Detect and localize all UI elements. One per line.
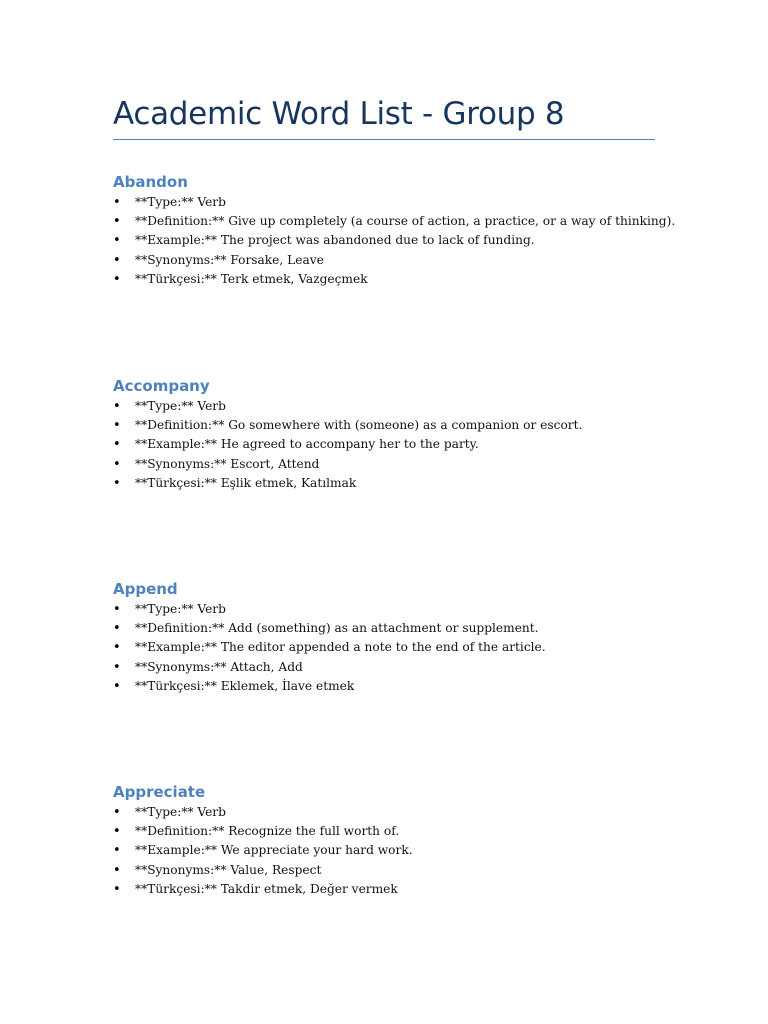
bullet-icon: • <box>113 418 121 434</box>
synonyms-line: **Synonyms:** Forsake, Leave <box>135 252 324 267</box>
turkish-line: **Türkçesi:** Takdir etmek, Değer vermek <box>135 881 398 896</box>
word-details-list <box>113 803 693 899</box>
list-item <box>113 600 693 619</box>
list-item <box>113 270 693 289</box>
list-item <box>113 474 693 493</box>
list-item <box>113 212 693 231</box>
word-entry-append <box>113 578 693 696</box>
title-underline-rule <box>113 139 655 140</box>
list-item <box>113 416 693 435</box>
word-heading: Abandon <box>113 173 188 191</box>
turkish-line: **Türkçesi:** Eşlik etmek, Katılmak <box>135 475 357 490</box>
bullet-icon: • <box>113 271 121 287</box>
list-item <box>113 822 693 841</box>
bullet-icon: • <box>113 678 121 694</box>
word-details-list <box>113 193 693 289</box>
list-item <box>113 397 693 416</box>
definition-line: **Definition:** Give up completely (a course of action, a practice, or a way of thinking). <box>135 214 676 229</box>
type-line: **Type:** Verb <box>135 805 226 819</box>
synonyms-line: **Synonyms:** Attach, Add <box>135 659 303 674</box>
bullet-icon: • <box>113 862 121 878</box>
word-entry-appreciate <box>113 781 693 899</box>
bullet-icon: • <box>113 824 121 840</box>
definition-line: **Definition:** Add (something) as an attachment or supplement. <box>135 621 539 636</box>
word-details-list <box>113 397 693 493</box>
bullet-icon: • <box>113 621 121 637</box>
word-heading: Append <box>113 580 178 598</box>
type-line: **Type:** Verb <box>135 195 226 209</box>
list-item <box>113 803 693 822</box>
example-line: **Example:** We appreciate your hard work. <box>135 843 413 858</box>
list-item <box>113 231 693 250</box>
example-line: **Example:** The editor appended a note to the end of the article. <box>135 640 546 655</box>
turkish-line: **Türkçesi:** Terk etmek, Vazgeçmek <box>135 271 368 286</box>
bullet-icon: • <box>113 214 121 230</box>
list-item <box>113 658 693 677</box>
example-line: **Example:** He agreed to accompany her to the party. <box>135 437 479 452</box>
bullet-icon: • <box>113 805 121 820</box>
definition-line: **Definition:** Recognize the full worth of. <box>135 824 400 839</box>
list-item <box>113 677 693 696</box>
bullet-icon: • <box>113 437 121 453</box>
bullet-icon: • <box>113 602 121 617</box>
word-heading: Accompany <box>113 377 210 395</box>
list-item <box>113 193 693 212</box>
list-item <box>113 880 693 899</box>
definition-line: **Definition:** Go somewhere with (someone) as a companion or escort. <box>135 418 583 433</box>
synonyms-line: **Synonyms:** Value, Respect <box>135 862 322 877</box>
turkish-line: **Türkçesi:** Eklemek, İlave etmek <box>135 678 355 693</box>
bullet-icon: • <box>113 843 121 859</box>
list-item <box>113 251 693 270</box>
word-details-list <box>113 600 693 696</box>
word-heading: Appreciate <box>113 783 206 801</box>
list-item <box>113 435 693 454</box>
bullet-icon: • <box>113 659 121 675</box>
list-item <box>113 638 693 657</box>
type-line: **Type:** Verb <box>135 602 226 616</box>
type-line: **Type:** Verb <box>135 399 226 413</box>
bullet-icon: • <box>113 640 121 656</box>
bullet-icon: • <box>113 456 121 472</box>
list-item <box>113 619 693 638</box>
bullet-icon: • <box>113 233 121 249</box>
word-entry-abandon <box>113 171 693 289</box>
bullet-icon: • <box>113 195 121 210</box>
list-item <box>113 861 693 880</box>
example-line: **Example:** The project was abandoned due to lack of funding. <box>135 233 535 248</box>
word-entry-accompany <box>113 375 693 493</box>
bullet-icon: • <box>113 399 121 414</box>
bullet-icon: • <box>113 475 121 491</box>
list-item <box>113 455 693 474</box>
synonyms-line: **Synonyms:** Escort, Attend <box>135 456 320 471</box>
list-item <box>113 841 693 860</box>
bullet-icon: • <box>113 252 121 268</box>
bullet-icon: • <box>113 881 121 897</box>
document-title: Academic Word List - Group 8 <box>113 96 565 132</box>
